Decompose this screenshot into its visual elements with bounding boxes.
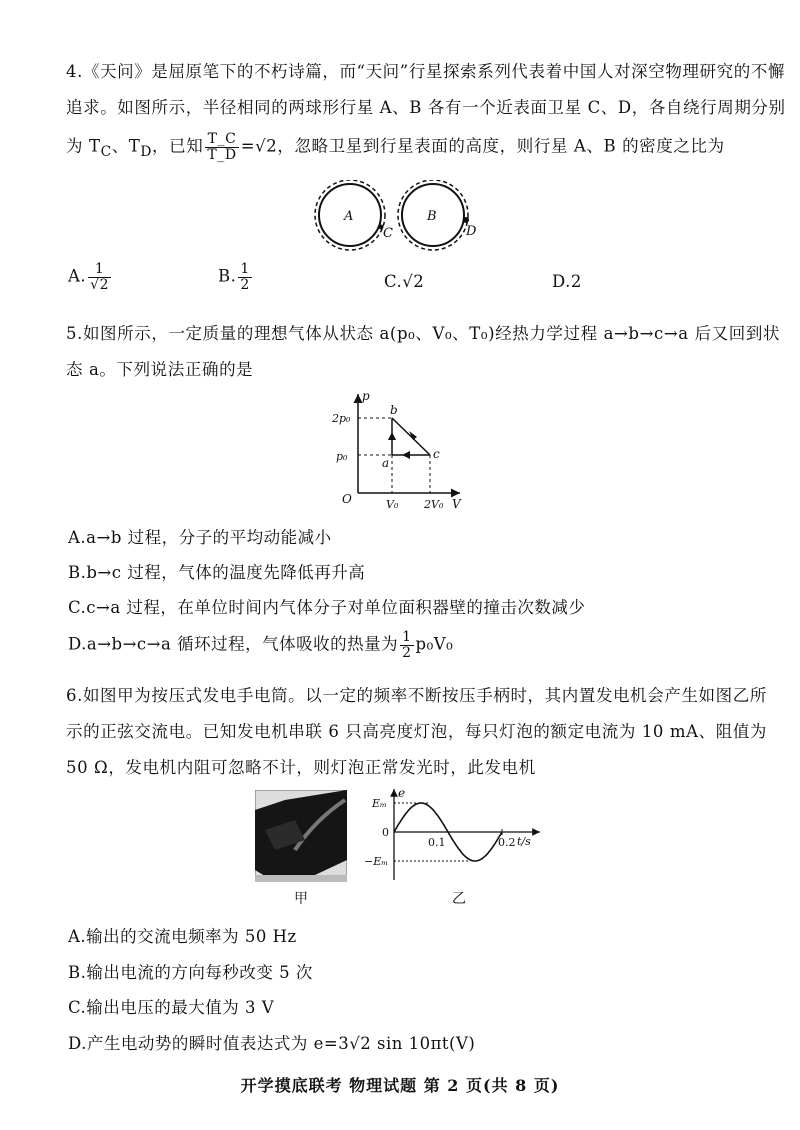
q4-sub-c: C xyxy=(100,143,112,160)
satellite-d-label: D xyxy=(466,224,477,239)
arrow-ab xyxy=(388,432,396,440)
q6-text-line3: 50 Ω，发电机内阻可忽略不计，则灯泡正常发光时，此发电机 xyxy=(66,758,536,777)
q4-ratio-num: T_C xyxy=(205,132,238,148)
q4-line3-post: =√2，忽略卫星到行星表面的高度，则行星 A、B 的密度之比为 xyxy=(240,136,725,156)
flashlight-photo xyxy=(255,790,347,882)
q5-option-a[interactable]: A.a→b 过程，分子的平均动能减小 xyxy=(68,528,332,547)
q6-text-line1: 6.如图甲为按压式发电手电筒。以一定的频率不断按压手柄时，其内置发电机会产生如图乙所 xyxy=(66,686,767,705)
q4-option-b[interactable] xyxy=(218,262,254,292)
v-tick-2v0: 2V₀ xyxy=(424,498,444,511)
q4-period-ratio xyxy=(205,132,238,162)
q5-option-d-pre: D.a→b→c→a 循环过程，气体吸收的热量为 xyxy=(68,634,399,654)
q5-option-d-frac xyxy=(400,630,413,660)
p-tick-2p0: 2p₀ xyxy=(332,412,351,425)
state-a-label: a xyxy=(382,456,390,470)
q6-option-a[interactable]: A.输出的交流电频率为 50 Hz xyxy=(68,927,297,946)
e-axis-label: e xyxy=(398,786,406,800)
q5-option-d-num: 1 xyxy=(402,629,412,645)
t-axis-label: t/s xyxy=(517,835,531,848)
q5-option-b[interactable]: B.b→c 过程，气体的温度先降低再升高 xyxy=(68,563,366,582)
q4-option-a-frac xyxy=(88,262,111,292)
process-bc xyxy=(392,418,430,455)
page-footer: 开学摸底联考 物理试题 第 2 页(共 8 页) xyxy=(240,1076,560,1095)
q4-option-a-label: A. xyxy=(68,266,87,286)
q4-option-c[interactable]: C.√2 xyxy=(384,272,425,291)
q4-sub-d: D xyxy=(140,143,153,160)
q5-option-d-post: p₀V₀ xyxy=(415,634,454,654)
q4-option-a-den: √2 xyxy=(90,276,109,293)
v-axis-label: V xyxy=(452,497,461,511)
origin-label: O xyxy=(342,492,352,506)
q5-option-c[interactable]: C.c→a 过程，在单位时间内气体分子对单位面积器壁的撞击次数减少 xyxy=(68,598,586,617)
q5-option-d-den: 2 xyxy=(402,644,412,661)
q4-ratio-den: T_D xyxy=(207,146,237,163)
planet-a-label: A xyxy=(344,209,354,224)
t-tick-02: 0.2 xyxy=(498,836,516,849)
neg-em-tick-label: −Eₘ xyxy=(364,855,388,868)
q4-option-d[interactable]: D.2 xyxy=(552,272,582,291)
p-axis-label: p xyxy=(362,389,370,403)
q4-option-a[interactable] xyxy=(68,262,113,292)
planet-b-label: B xyxy=(427,209,437,224)
v-tick-v0: V₀ xyxy=(386,498,399,511)
figure-jia-label: 甲 xyxy=(294,891,308,907)
figure-yi-label: 乙 xyxy=(452,891,466,907)
q5-option-d[interactable] xyxy=(68,630,453,660)
state-c-label: c xyxy=(433,447,440,461)
em-tick-label: Eₘ xyxy=(372,797,387,810)
p-tick-p0: p₀ xyxy=(336,450,348,463)
state-b-label: b xyxy=(390,403,398,417)
q4-known: ，已知 xyxy=(152,136,204,156)
q6-text-line2: 示的正弦交流电。已知发电机串联 6 只高亮度灯泡，每只灯泡的额定电流为 10 mA、阻值为 xyxy=(66,722,768,741)
q5-pv-diagram xyxy=(330,388,475,513)
t-tick-01: 0.1 xyxy=(428,836,446,849)
q4-period-label: 为 T xyxy=(66,136,101,156)
satellite-c-label: C xyxy=(383,226,393,241)
arrow-ca xyxy=(402,451,410,459)
q4-text-line2: 追求。如图所示，半径相同的两球形行星 A、B 各有一个近表面卫星 C、D，各自绕行周期分别 xyxy=(66,98,786,117)
q4-option-b-num: 1 xyxy=(240,261,250,277)
q6-option-c[interactable]: C.输出电压的最大值为 3 V xyxy=(68,998,275,1017)
q6-option-b[interactable]: B.输出电流的方向每秒改变 5 次 xyxy=(68,963,313,982)
q4-planets-figure xyxy=(310,180,490,260)
q5-text-line2: 态 a。下列说法正确的是 xyxy=(66,360,254,379)
q4-option-b-label: B. xyxy=(218,266,237,286)
q4-text-line3 xyxy=(66,132,725,162)
q4-option-a-num: 1 xyxy=(88,262,111,278)
q4-text-line1: 4.《天问》是屈原笔下的不朽诗篇，而“天问”行星探索系列代表着中国人对深空物理研究的不懈 xyxy=(66,62,786,81)
q4-option-b-frac xyxy=(238,262,251,292)
satellite-d-dot xyxy=(463,217,469,223)
zero-tick-label: 0 xyxy=(382,826,389,839)
q4-period-mid: 、T xyxy=(111,136,141,156)
q5-text-line1: 5.如图所示，一定质量的理想气体从状态 a(p₀、V₀、T₀)经热力学过程 a→b→c→a 后又回到状 xyxy=(66,324,781,343)
emf-time-chart xyxy=(360,785,545,885)
q6-option-d[interactable]: D.产生电动势的瞬时值表达式为 e=3√2 sin 10πt(V) xyxy=(68,1034,476,1053)
q4-option-b-den: 2 xyxy=(240,276,250,293)
